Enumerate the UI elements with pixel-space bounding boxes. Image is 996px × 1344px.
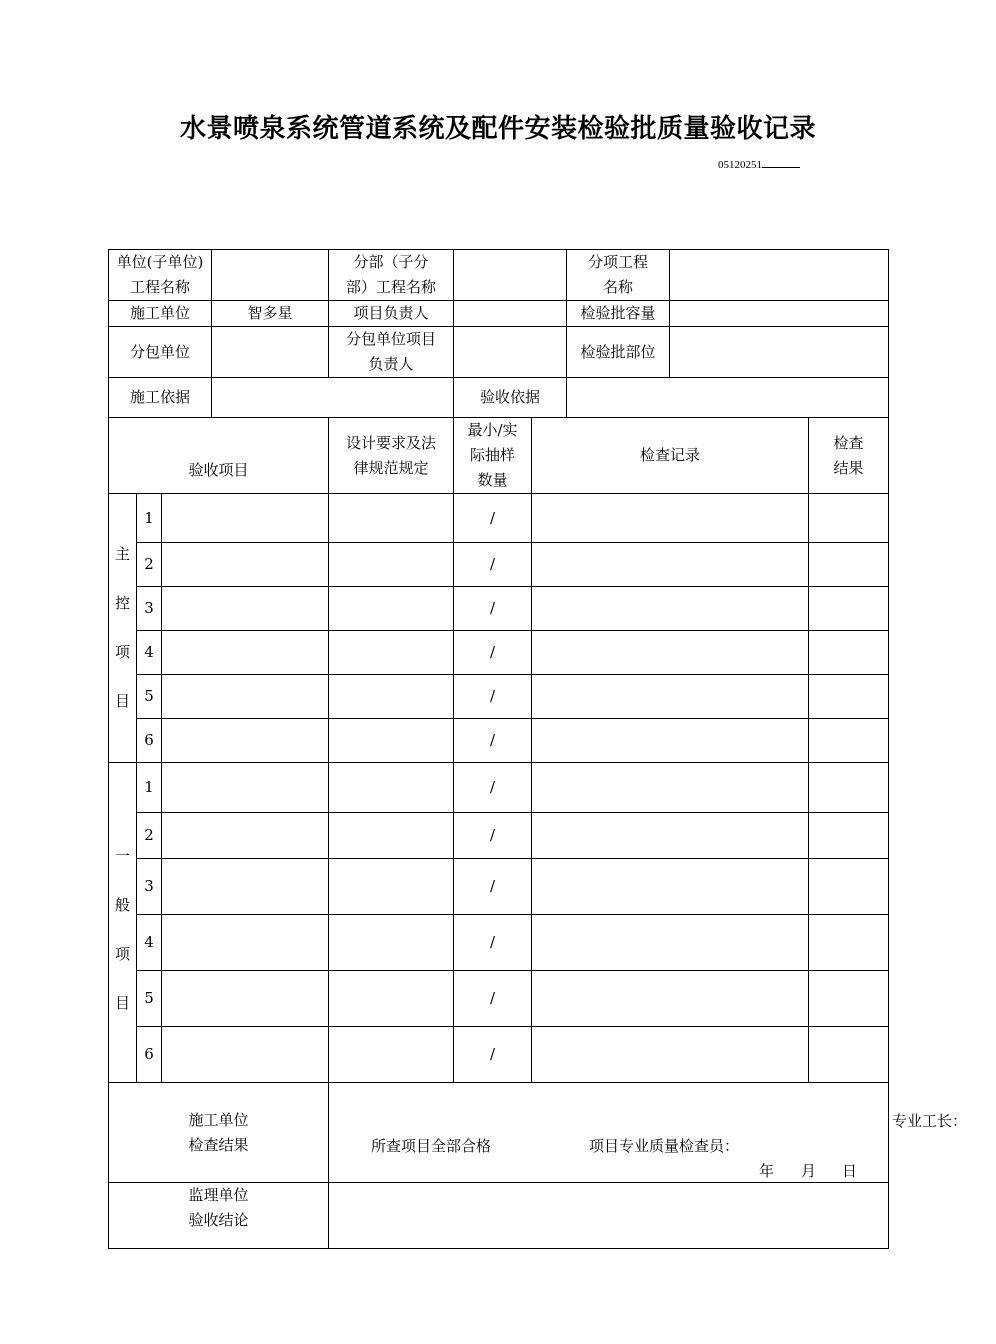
all-pass-text: 所查项目全部合格	[371, 1137, 492, 1155]
inspection-record-field[interactable]	[532, 587, 809, 631]
item-description-field[interactable]	[162, 763, 329, 813]
main-control-row	[109, 587, 889, 631]
inspection-record-field[interactable]	[532, 543, 809, 587]
design-requirement-field[interactable]	[329, 675, 454, 719]
design-requirement-field[interactable]	[329, 915, 454, 971]
header-row-contractor	[109, 301, 889, 327]
design-requirement-field[interactable]	[329, 719, 454, 763]
main-control-label: 主 控 项 目	[109, 494, 137, 763]
inspection-result-field[interactable]	[809, 1027, 889, 1083]
inspection-record-field[interactable]	[532, 719, 809, 763]
sample-quantity[interactable]: /	[454, 763, 532, 813]
contractor-label: 施工单位	[109, 301, 212, 327]
batch-location-label: 检验批部位	[567, 327, 670, 378]
inspection-record-field[interactable]	[532, 859, 809, 915]
date-day: 日	[842, 1162, 858, 1180]
inspection-record-field[interactable]	[532, 763, 809, 813]
project-manager-field[interactable]	[454, 301, 567, 327]
subitem-project-name-label: 分项工程 名称	[567, 250, 670, 301]
form-code-number: 05120251	[718, 159, 762, 171]
project-manager-label: 项目负责人	[329, 301, 454, 327]
general-row	[109, 813, 889, 859]
sample-quantity[interactable]: /	[454, 719, 532, 763]
row-number: 2	[137, 813, 162, 859]
unit-project-name-field[interactable]	[212, 250, 329, 301]
row-number: 4	[137, 631, 162, 675]
construction-basis-label: 施工依据	[109, 378, 212, 418]
row-number: 3	[137, 587, 162, 631]
subitem-project-name-field[interactable]	[670, 250, 889, 301]
inspection-result-field[interactable]	[809, 971, 889, 1027]
design-requirement-field[interactable]	[329, 813, 454, 859]
general-row	[109, 1027, 889, 1083]
sample-quantity[interactable]: /	[454, 971, 532, 1027]
division-project-name-label: 分部（子分 部）工程名称	[329, 250, 454, 301]
date-month: 月	[801, 1162, 817, 1180]
batch-location-field[interactable]	[670, 327, 889, 378]
document-title: 水景喷泉系统管道系统及配件安装检验批质量验收记录	[179, 114, 816, 144]
design-requirement-field[interactable]	[329, 543, 454, 587]
column-inspection-result: 检查 结果	[809, 418, 889, 494]
main-control-row	[109, 543, 889, 587]
column-acceptance-item: 验收项目	[109, 418, 329, 494]
general-row	[109, 763, 889, 813]
item-description-field[interactable]	[162, 719, 329, 763]
item-description-field[interactable]	[162, 971, 329, 1027]
row-number: 5	[137, 971, 162, 1027]
inspection-result-field[interactable]	[809, 543, 889, 587]
column-sample-quantity: 最小/实 际抽样 数量	[454, 418, 532, 494]
general-row	[109, 915, 889, 971]
inspection-result-field[interactable]	[809, 675, 889, 719]
item-description-field[interactable]	[162, 587, 329, 631]
main-control-row	[109, 719, 889, 763]
header-row-project	[109, 250, 889, 301]
row-number: 6	[137, 719, 162, 763]
design-requirement-field[interactable]	[329, 763, 454, 813]
main-control-row	[109, 675, 889, 719]
header-row-subcontractor	[109, 327, 889, 378]
contractor-check-row	[109, 1083, 889, 1183]
sample-quantity[interactable]: /	[454, 813, 532, 859]
general-row	[109, 971, 889, 1027]
sub-project-manager-label: 分包单位项目 负责人	[329, 327, 454, 378]
item-description-field[interactable]	[162, 915, 329, 971]
item-description-field[interactable]	[162, 813, 329, 859]
inspection-record-field[interactable]	[532, 1027, 809, 1083]
subcontractor-field[interactable]	[212, 327, 329, 378]
supervisor-conclusion-field[interactable]	[329, 1183, 889, 1249]
item-description-field[interactable]	[162, 494, 329, 543]
inspection-result-field[interactable]	[809, 631, 889, 675]
row-number: 1	[137, 763, 162, 813]
column-header-row	[109, 418, 889, 494]
row-number: 3	[137, 859, 162, 915]
row-number: 4	[137, 915, 162, 971]
sample-quantity[interactable]: /	[454, 631, 532, 675]
main-control-row	[109, 494, 889, 543]
inspection-record-field[interactable]	[532, 494, 809, 543]
inspection-result-field[interactable]	[809, 859, 889, 915]
design-requirement-field[interactable]	[329, 1027, 454, 1083]
foreman-label: 专业工长：	[892, 1112, 968, 1130]
inspection-result-field[interactable]	[809, 494, 889, 543]
sample-quantity[interactable]: /	[454, 494, 532, 543]
form-code	[718, 157, 800, 171]
design-requirement-field[interactable]	[329, 971, 454, 1027]
column-inspection-record: 检查记录	[532, 418, 809, 494]
row-number: 2	[137, 543, 162, 587]
acceptance-basis-field[interactable]	[567, 378, 889, 418]
item-description-field[interactable]	[162, 1027, 329, 1083]
general-items-label: 一 般 项 目	[109, 763, 137, 1083]
header-row-basis	[109, 378, 889, 418]
sample-quantity[interactable]: /	[454, 915, 532, 971]
inspection-record-field[interactable]	[532, 971, 809, 1027]
division-project-name-field[interactable]	[454, 250, 567, 301]
item-description-field[interactable]	[162, 543, 329, 587]
sample-quantity[interactable]: /	[454, 675, 532, 719]
row-number: 1	[137, 494, 162, 543]
supervisor-label: 监理单位 验收结论	[109, 1183, 329, 1249]
supervisor-row	[109, 1183, 889, 1249]
item-description-field[interactable]	[162, 631, 329, 675]
construction-basis-field[interactable]	[212, 378, 454, 418]
acceptance-basis-label: 验收依据	[454, 378, 567, 418]
inspection-result-field[interactable]	[809, 763, 889, 813]
unit-project-name-label: 单位(子单位) 工程名称	[109, 250, 212, 301]
row-number: 6	[137, 1027, 162, 1083]
sample-quantity[interactable]: /	[454, 543, 532, 587]
inspection-form-table	[108, 249, 968, 1249]
contractor-value[interactable]: 智多星	[212, 301, 329, 327]
item-description-field[interactable]	[162, 859, 329, 915]
contractor-check-label: 施工单位 检查结果	[109, 1083, 329, 1183]
inspection-result-field[interactable]	[809, 587, 889, 631]
sample-quantity[interactable]: /	[454, 1027, 532, 1083]
inspection-result-field[interactable]	[809, 813, 889, 859]
subcontractor-label: 分包单位	[109, 327, 212, 378]
inspection-record-field[interactable]	[532, 813, 809, 859]
design-requirement-field[interactable]	[329, 631, 454, 675]
inspection-record-field[interactable]	[532, 915, 809, 971]
design-requirement-field[interactable]	[329, 859, 454, 915]
inspection-record-field[interactable]	[532, 675, 809, 719]
sample-quantity[interactable]: /	[454, 587, 532, 631]
inspection-result-field[interactable]	[809, 915, 889, 971]
general-row	[109, 859, 889, 915]
date-year: 年	[759, 1162, 775, 1180]
sample-quantity[interactable]: /	[454, 859, 532, 915]
quality-inspector-label: 项目专业质量检查员：	[589, 1137, 740, 1155]
batch-capacity-label: 检验批容量	[567, 301, 670, 327]
inspection-record-field[interactable]	[532, 631, 809, 675]
main-control-row	[109, 631, 889, 675]
batch-capacity-field[interactable]	[670, 301, 889, 327]
design-requirement-field[interactable]	[329, 494, 454, 543]
row-number: 5	[137, 675, 162, 719]
inspection-result-field[interactable]	[809, 719, 889, 763]
contractor-check-content[interactable]	[329, 1083, 968, 1183]
form-code-blank[interactable]	[762, 157, 800, 168]
design-requirement-field[interactable]	[329, 587, 454, 631]
sub-project-manager-field[interactable]	[454, 327, 567, 378]
item-description-field[interactable]	[162, 675, 329, 719]
column-design-requirement: 设计要求及法 律规范规定	[329, 418, 454, 494]
